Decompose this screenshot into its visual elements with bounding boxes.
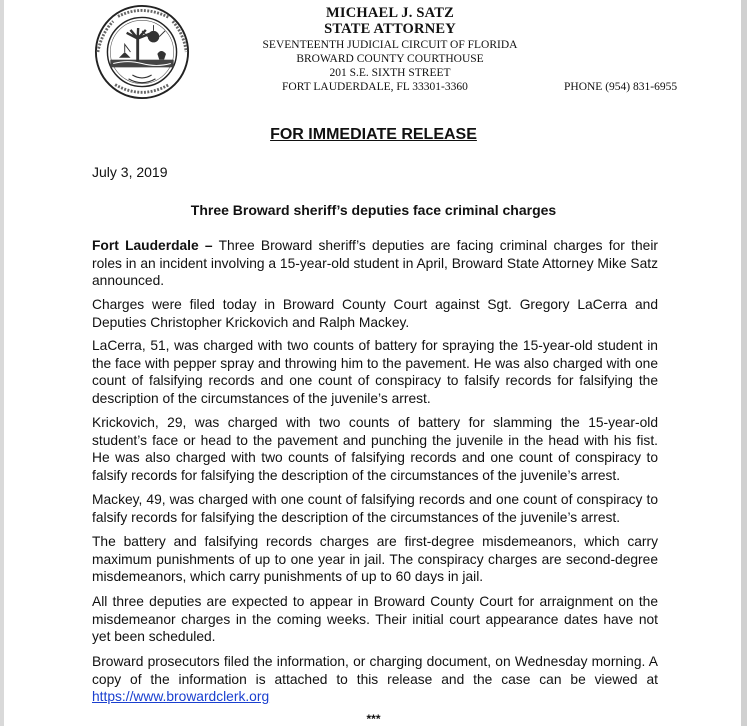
clerk-link[interactable]: https://www.browardclerk.org bbox=[92, 689, 270, 704]
dateline: Fort Lauderdale – bbox=[92, 238, 213, 253]
city-line: FORT LAUDERDALE, FL 33301-3360 bbox=[282, 81, 468, 93]
paragraph-6: The battery and falsifying records charges are first-degree misdemeanors, which carry maximum punishments of up to one year in jail. The conspiracy charges are second-degree misdemeanors, which carry punishments of up to 60 days in jail. bbox=[92, 534, 658, 584]
headline: Three Broward sheriff’s deputies face criminal charges bbox=[190, 202, 557, 218]
paragraph-1 bbox=[92, 237, 658, 290]
paragraph-4: Krickovich, 29, was charged with two counts of battery for slamming the 15-year-old student’s face or head to the pavement and punching the juvenile in the head with his fist. He was also charged with two counts of falsifying records and one count of conspiracy to falsify records for falsifying the description of the circumstances of the juvenile’s arrest. bbox=[92, 415, 658, 483]
paragraph-3: LaCerra, 51, was charged with two counts of battery for spraying the 15-year-old student in the face with pepper spray and throwing him to the pavement. He was also charged with one count of falsifying records and one count of conspiracy to falsify records for falsifying the description of the circumstances of the juvenile’s arrest. bbox=[92, 338, 658, 406]
paragraph-1-text: Three Broward sheriff’s deputies are facing criminal charges for their roles in an incident involving a 15-year-old student in April, Broward State Attorney Mike Satz announced. bbox=[92, 238, 658, 288]
phone-line: PHONE (954) 831-6955 bbox=[564, 81, 678, 93]
paragraph-8-text: Broward prosecutors filed the information, or charging document, on Wednesday morning. A copy of the information is attached to this release and the case can be viewed at bbox=[92, 654, 658, 687]
release-label: FOR IMMEDIATE RELEASE bbox=[270, 126, 477, 143]
attorney-name: MICHAEL J. SATZ bbox=[325, 5, 455, 21]
paragraph-2: Charges were filed today in Broward County Court against Sgt. Gregory LaCerra and Deputies Christopher Krickovich and Ralph Mackey. bbox=[92, 297, 658, 330]
circuit-line: SEVENTEENTH JUDICIAL CIRCUIT OF FLORIDA bbox=[262, 39, 518, 51]
state-seal-icon bbox=[94, 4, 190, 100]
paragraph-7: All three deputies are expected to appear in Broward County Court for arraignment on the misdemeanor charges in the coming weeks. Their initial court appearance dates have not yet been scheduled. bbox=[92, 594, 658, 644]
page-edge-left bbox=[0, 0, 4, 726]
release-date: July 3, 2019 bbox=[92, 164, 168, 180]
courthouse-line: BROWARD COUNTY COURTHOUSE bbox=[296, 53, 484, 65]
page-edge-right bbox=[741, 0, 747, 726]
end-marker: *** bbox=[366, 712, 381, 726]
paragraph-8 bbox=[92, 653, 658, 706]
attorney-title: STATE ATTORNEY bbox=[324, 21, 456, 37]
street-line: 201 S.E. SIXTH STREET bbox=[329, 67, 451, 79]
paragraph-5: Mackey, 49, was charged with one count of falsifying records and one count of conspiracy to falsify records for falsifying the description of the circumstances of the juvenile’s arrest. bbox=[92, 492, 658, 525]
